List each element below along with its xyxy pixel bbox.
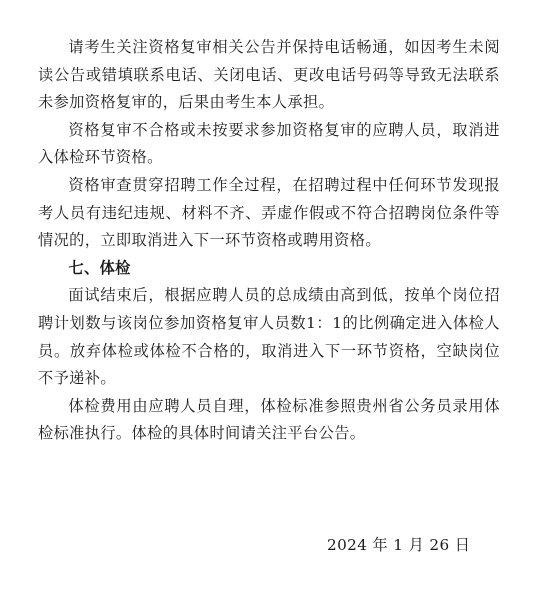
paragraph-review-process: 资格审查贯穿招聘工作全过程，在招聘过程中任何环节发现报考人员有违纪违规、材料不齐、弄虚作假或不符合招聘岗位条件等情况的，立即取消进入下一环节资格或聘用资格。 — [38, 175, 500, 250]
paragraph-review-failure: 资格复审不合格或未按要求参加资格复审的应聘人员，取消进入体检环节资格。 — [38, 120, 500, 167]
paragraph-exam-selection: 面试结束后，根据应聘人员的总成绩由高到低，按单个岗位招聘计划数与该岗位参加资格复审人员数1：1的比例确定进入体检人员。放弃体检或体检不合格的，取消进入下一环节资格，空缺岗位不予递补。 — [38, 286, 500, 388]
document-date: 2024 年 1 月 26 日 — [327, 536, 471, 554]
section-heading-physical-exam: 七、体检 — [68, 258, 131, 277]
document-body — [38, 34, 500, 448]
paragraph-exam-cost: 体检费用由应聘人员自理，体检标准参照贵州省公务员录用体检标准执行。体检的具体时间请关注平台公告。 — [38, 396, 500, 443]
paragraph-contact-notice: 请考生关注资格复审相关公告并保持电话畅通，如因考生未阅读公告或错填联系电话、关闭电话、更改电话号码等导致无法联系未参加资格复审的，后果由考生本人承担。 — [38, 38, 500, 112]
